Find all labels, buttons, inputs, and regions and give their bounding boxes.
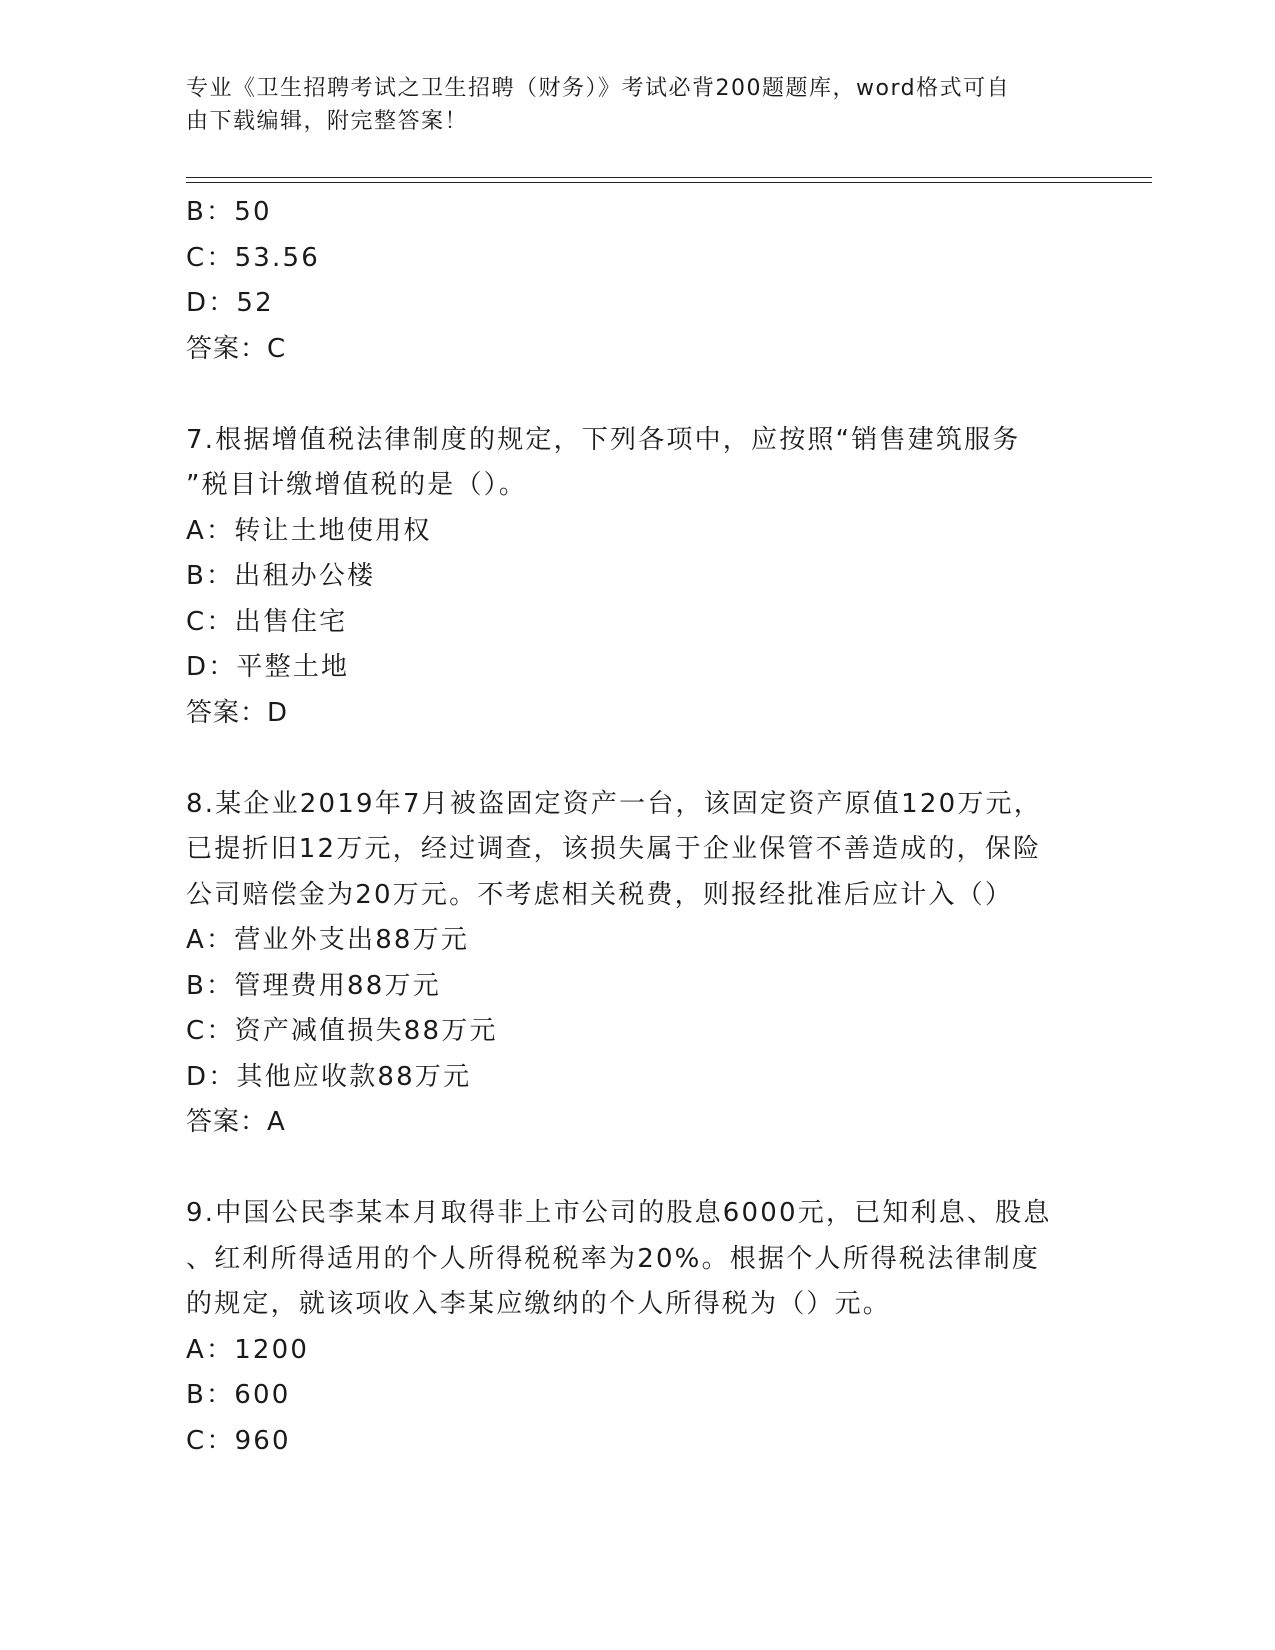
header-line-2: 由下载编辑，附完整答案！ [186, 109, 469, 134]
option-c: C：53.56 [186, 242, 320, 273]
question-text-line: 、红利所得适用的个人所得税税率为20%。根据个人所得税法律制度 [186, 1243, 1040, 1274]
question-continuation [186, 190, 1086, 372]
question-7 [186, 418, 1086, 737]
option-b: B：600 [186, 1380, 291, 1410]
option-a: A：1200 [186, 1334, 310, 1365]
document-body [186, 190, 1086, 1464]
option-d: D：其他应收款88万元 [186, 1061, 472, 1092]
header-rule-bottom [186, 182, 1152, 183]
option-d: D：平整土地 [186, 652, 350, 682]
question-text-line: 7.根据增值税法律制度的规定，下列各项中，应按照“销售建筑服务 [186, 424, 1021, 455]
header-rule-top [186, 177, 1152, 178]
question-text-line: 9.中国公民李某本月取得非上市公司的股息6000元，已知利息、股息 [186, 1198, 1052, 1228]
question-text-line: ”税目计缴增值税的是（）。 [186, 470, 528, 500]
option-c: C：资产减值损失88万元 [186, 1016, 498, 1046]
option-a: A：营业外支出88万元 [186, 925, 470, 955]
answer-line: 答案：D [186, 697, 289, 728]
question-8 [186, 782, 1086, 1146]
answer-line: 答案：C [186, 333, 287, 364]
option-b: B：50 [186, 197, 272, 227]
question-text-line: 公司赔偿金为20万元。不考虑相关税费，则报经批准后应计入（） [186, 879, 1014, 910]
question-9 [186, 1191, 1086, 1464]
header-line-1: 专业《卫生招聘考试之卫生招聘（财务）》考试必背200题题库，word格式可自 [186, 76, 1011, 101]
option-c: C：出售住宅 [186, 606, 348, 637]
answer-line: 答案：A [186, 1107, 286, 1137]
option-b: B：管理费用88万元 [186, 970, 441, 1001]
question-text-line: 已提折旧12万元，经过调查，该损失属于企业保管不善造成的，保险 [186, 834, 1042, 864]
option-c: C：960 [186, 1425, 291, 1456]
question-text-line: 的规定，就该项收入李某应缴纳的个人所得税为（）元。 [186, 1289, 892, 1319]
option-b: B：出租办公楼 [186, 561, 376, 591]
question-text-line: 8.某企业2019年7月被盗固定资产一台，该固定资产原值120万元， [186, 788, 1042, 819]
option-d: D：52 [186, 288, 274, 318]
document-header [186, 72, 1066, 138]
option-a: A：转让土地使用权 [186, 515, 432, 546]
